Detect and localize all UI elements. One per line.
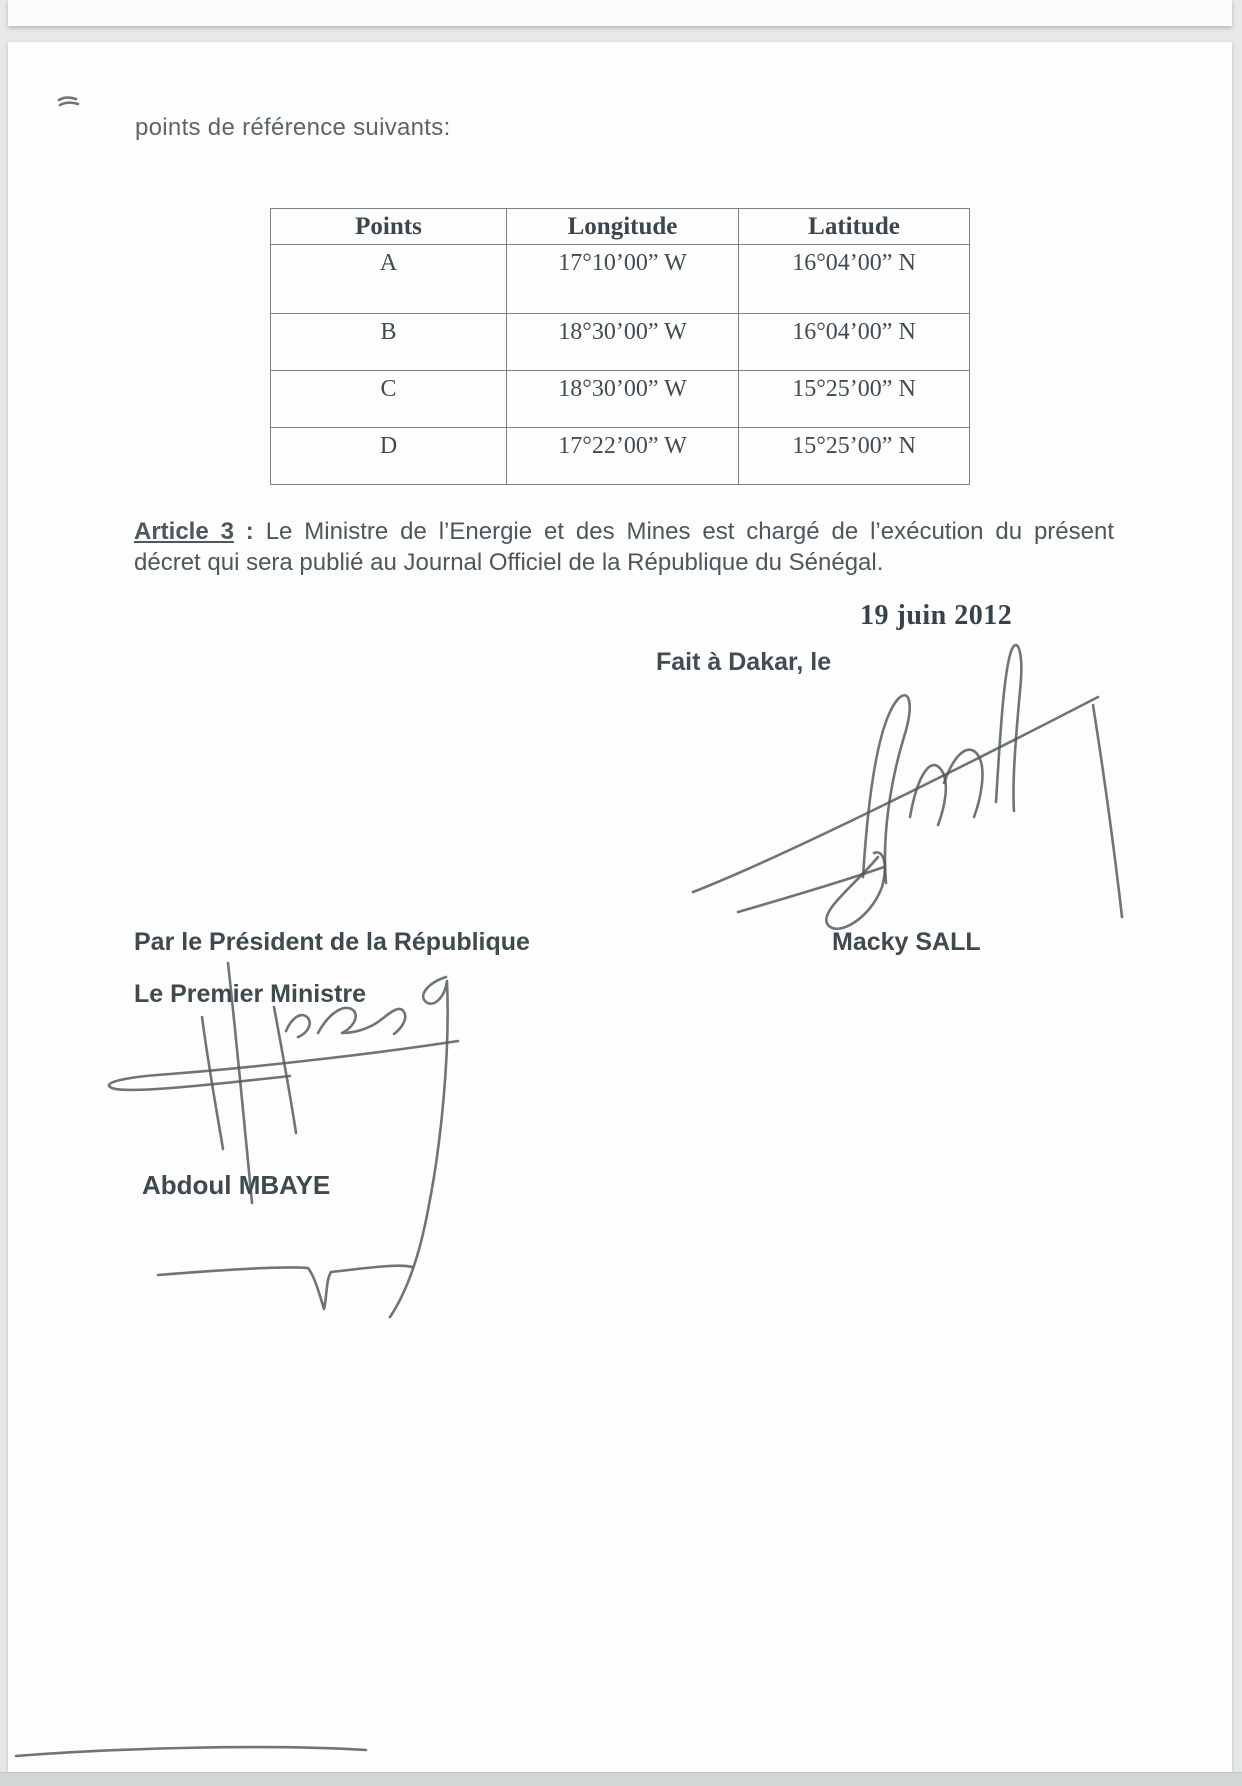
macky-sall-name: Macky SALL — [832, 928, 981, 956]
article-3-line1: Article 3 : Le Ministre de l’Energie et des Mines est chargé de l’exécution du présent — [134, 518, 1114, 545]
table-header-latitude: Latitude — [739, 209, 970, 245]
table-header-points: Points — [271, 209, 507, 245]
point-label: A — [271, 245, 507, 314]
table-row — [271, 371, 970, 428]
scan-speckle — [56, 94, 82, 110]
latitude-value: 16°04’00” N — [739, 245, 970, 314]
article-3-label: Article 3 — [134, 518, 234, 545]
point-label: D — [271, 428, 507, 485]
coordinates-table — [270, 208, 970, 485]
point-label: C — [271, 371, 507, 428]
table-row — [271, 314, 970, 371]
place-text: Fait à Dakar, le — [656, 648, 832, 676]
latitude-value: 16°04’00” N — [739, 314, 970, 371]
le-premier-ministre-label: Le Premier Ministre — [134, 980, 367, 1008]
article-3-line2: décret qui sera publié au Journal Officiel de la République du Sénégal. — [134, 549, 884, 576]
previous-page-edge — [8, 0, 1232, 26]
document-page — [8, 42, 1232, 1772]
longitude-value: 17°10’00” W — [507, 245, 739, 314]
intro-text: points de référence suivants: — [135, 114, 451, 141]
bottom-bar — [0, 1772, 1242, 1786]
article-3-text: Le Ministre de l’Energie et des Mines est chargé de l’exécution du présent — [265, 518, 1114, 545]
abdoul-mbaye-name: Abdoul MBAYE — [142, 1170, 331, 1200]
longitude-value: 17°22’00” W — [507, 428, 739, 485]
latitude-value: 15°25’00” N — [739, 428, 970, 485]
table-row — [271, 428, 970, 485]
latitude-value: 15°25’00” N — [739, 371, 970, 428]
abdoul-mbaye-signature — [90, 955, 470, 1335]
date-text: 19 juin 2012 — [860, 600, 1013, 631]
table-header-longitude: Longitude — [507, 209, 739, 245]
table-row — [271, 245, 970, 314]
longitude-value: 18°30’00” W — [507, 314, 739, 371]
longitude-value: 18°30’00” W — [507, 371, 739, 428]
scan-artifact-line — [8, 1738, 378, 1768]
par-le-president-label: Par le Président de la République — [134, 928, 530, 956]
macky-sall-signature — [638, 587, 1148, 982]
article-3-paragraph — [134, 516, 1114, 578]
table-header-row — [271, 209, 970, 245]
point-label: B — [271, 314, 507, 371]
